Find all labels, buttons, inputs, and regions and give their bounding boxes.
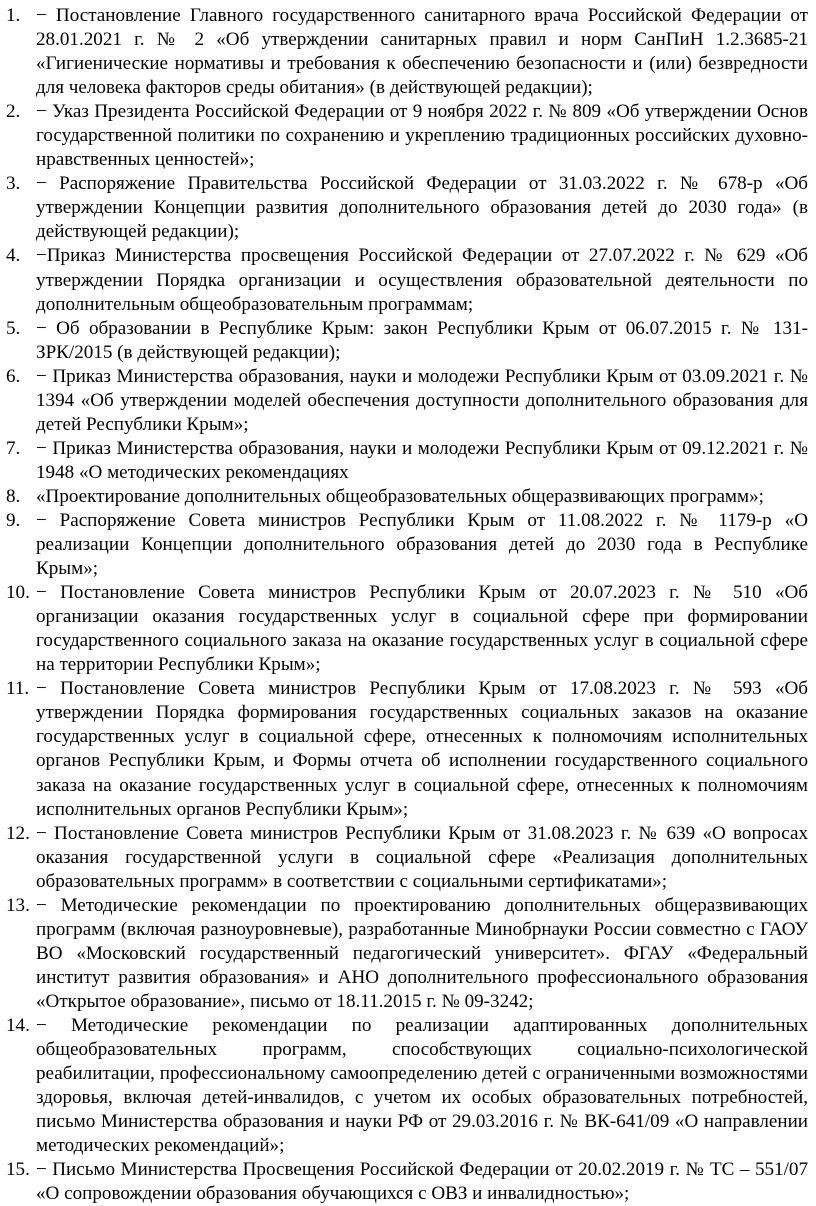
item-text: − Письмо Министерства Просвещения Российской Федерации от 20.02.2019 г. № ТС – 551/07 «О сопровождении образования обучающихся с ОВЗ и инвалидностью»; (36, 1159, 808, 1205)
item-text: − Приказ Министерства образования, науки и молодежи Республики Крым от 09.12.2021 г. № 1948 «О методических рекомендациях (36, 437, 808, 483)
item-number: 3. (6, 173, 21, 195)
list-item (6, 509, 808, 581)
list-item (6, 485, 808, 509)
item-text: − Постановление Совета министров Республики Крым от 31.08.2023 г. № 639 «О вопросах оказания государственной услуги в социальной сфере «Реализация дополнительных образовательных программ» в соответствии с социальными сертификатами»; (36, 822, 808, 892)
item-number: 9. (6, 509, 21, 531)
item-number: 4. (6, 245, 21, 267)
list-item (6, 317, 808, 365)
list-item (6, 244, 808, 316)
item-number: 13. (6, 894, 30, 916)
item-text: − Распоряжение Правительства Российской Федерации от 31.03.2022 г. № 678-р «Об утверждении Концепции развития дополнительного образования детей до 2030 года» (в действующей редакции); (36, 173, 808, 243)
item-number: 8. (6, 485, 21, 507)
item-text: − Постановление Совета министров Республики Крым от 17.08.2023 г. № 593 «Об утверждении Порядка формирования государственных социальных заказов на оказание государственных услуг в социальной сфере, отнесенных к полномочиям исполнительных органов Республики Крым, и Формы отчета об исполнении государственного социального заказа на оказание государственных услуг в социальной сфере, отнесенных к полномочиям исполнительных органов Республики Крым»; (36, 678, 808, 820)
list-item (6, 100, 808, 172)
item-text: − Постановление Совета министров Республики Крым от 20.07.2023 г. № 510 «Об организации оказания государственных услуг в социальной сфере при формировании государственного социального заказа на оказание государственных услуг в социальной сфере на территории Республики Крым»; (36, 582, 808, 676)
item-number: 15. (6, 1159, 30, 1181)
reference-list (6, 4, 808, 1206)
item-number: 10. (6, 582, 30, 604)
item-text: − Указ Президента Российской Федерации от 9 ноября 2022 г. № 809 «Об утверждении Основ государственной политики по сохранению и укреплению традиционных российских духовно-нравственных ценностей»; (36, 101, 808, 171)
item-text: − Методические рекомендации по проектированию дополнительных общеразвивающих программ (включая разноуровневые), разработанные Минобрнауки России совместно с ГАОУ ВО «Московский государственный педагогический университет». ФГАУ «Федеральный институт развития образования» и АНО дополнительного профессионального образования «Открытое образование», письмо от 18.11.2015 г. № 09-3242; (36, 894, 808, 1012)
item-number: 12. (6, 822, 30, 844)
item-text: − Постановление Главного государственного санитарного врача Российской Федерации от 28.01.2021 г. № 2 «Об утверждении санитарных правил и норм СанПиН 1.2.3685-21 «Гигиенические нормативы и требования к обеспечению безопасности и (или) безвредности для человека факторов среды обитания» (в действующей редакции); (36, 5, 808, 99)
item-number: 11. (6, 678, 30, 700)
item-text: − Об образовании в Республике Крым: закон Республики Крым от 06.07.2015 г. № 131-ЗРК/2015 (в действующей редакции); (36, 317, 808, 363)
item-number: 6. (6, 365, 21, 387)
list-item (6, 822, 808, 894)
list-item (6, 365, 808, 437)
list-item (6, 4, 808, 100)
item-text: − Методические рекомендации по реализации адаптированных дополнительных общеобразовательных программ, способствующих социально-психологической реабилитации, профессиональному самоопределению детей с ограниченными возможностями здоровья, включая детей-инвалидов, с учетом их особых образовательных потребностей, письмо Министерства образования и науки РФ от 29.03.2016 г. № ВК-641/09 «О направлении методических рекомендаций»; (36, 1014, 808, 1157)
list-item (6, 1158, 808, 1206)
item-text: −Приказ Министерства просвещения Российской Федерации от 27.07.2022 г. № 629 «Об утверждении Порядка организации и осуществления образовательной деятельности по дополнительным общеобразовательным программам; (36, 245, 808, 315)
list-item (6, 677, 808, 821)
item-text: − Распоряжение Совета министров Республики Крым от 11.08.2022 г. № 1179-р «О реализации Концепции дополнительного образования детей до 2030 года в Республике Крым»; (36, 509, 808, 580)
list-item (6, 172, 808, 244)
list-item (6, 1014, 808, 1158)
item-number: 7. (6, 437, 21, 459)
item-number: 5. (6, 317, 21, 339)
list-item (6, 894, 808, 1014)
item-text: «Проектирование дополнительных общеобразовательных общеразвивающих программ»; (36, 485, 764, 507)
list-item (6, 437, 808, 485)
list-item (6, 581, 808, 677)
item-number: 14. (6, 1014, 30, 1036)
item-number: 1. (6, 5, 21, 26)
item-text: − Приказ Министерства образования, науки и молодежи Республики Крым от 03.09.2021 г. № 1394 «Об утверждении моделей обеспечения доступности дополнительного образования для детей Республики Крым»; (36, 365, 808, 435)
item-number: 2. (6, 101, 21, 123)
